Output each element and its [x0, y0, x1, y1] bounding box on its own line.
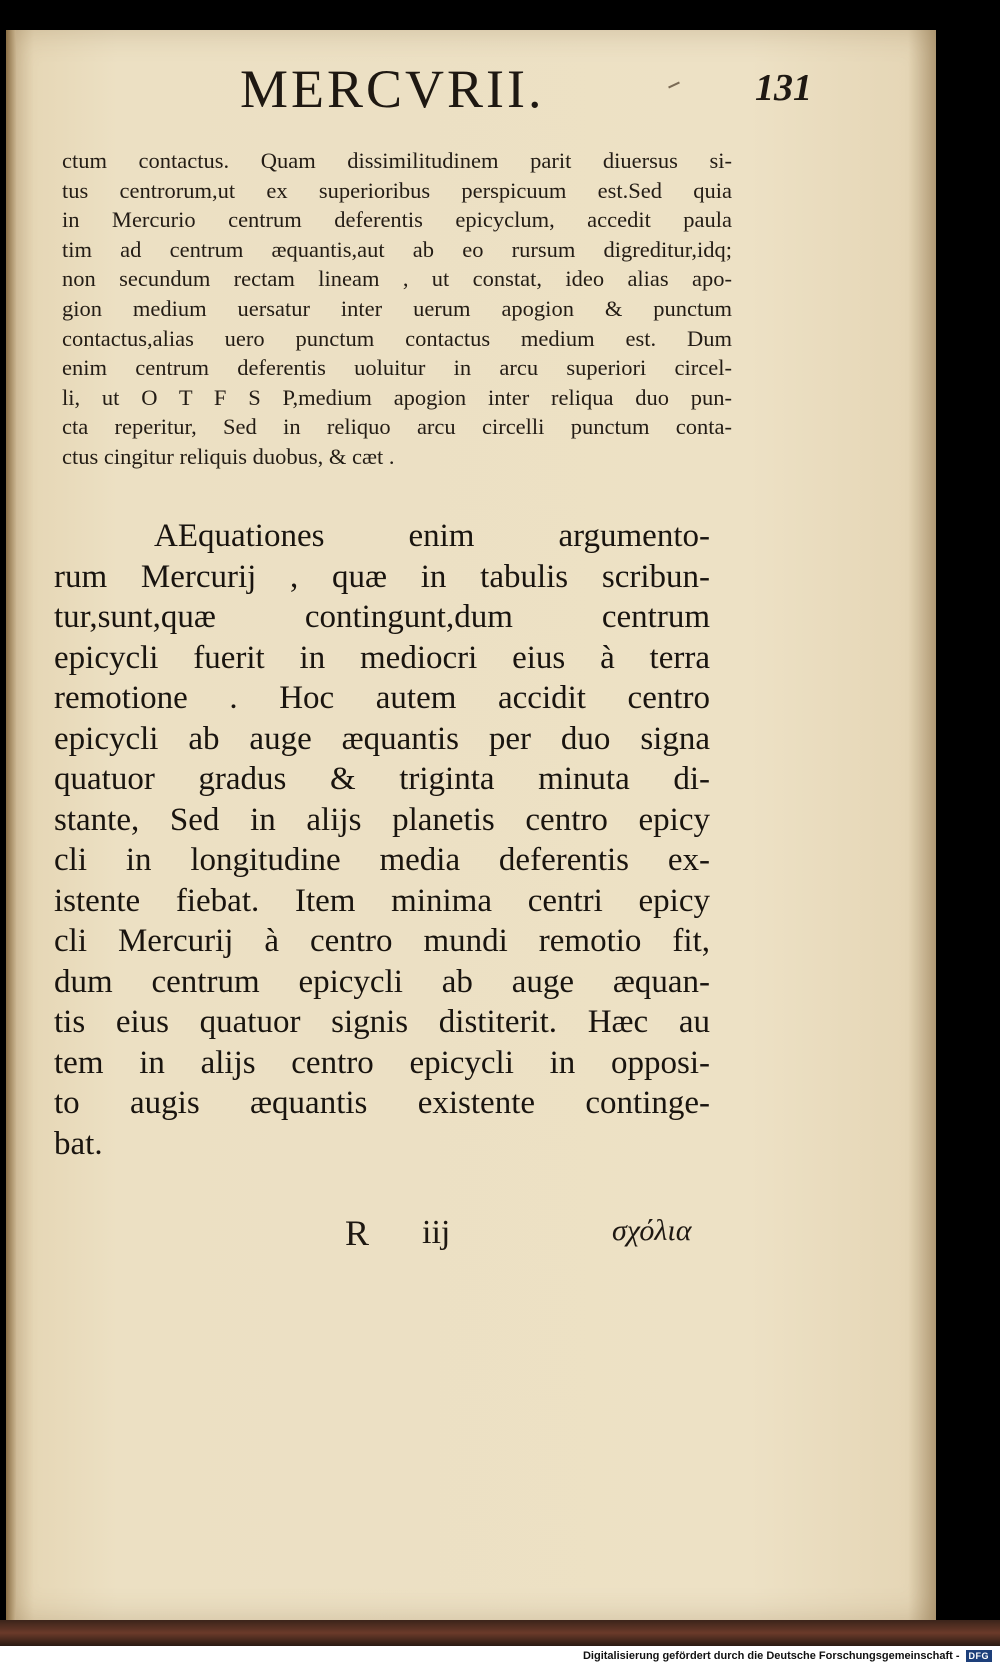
annotation-line: li, ut O T F S P,medium apogion inter reliqua duo pun-	[62, 384, 732, 410]
annotation-line: ctus cingitur reliquis duobus, & cæt .	[62, 443, 395, 469]
main-text-line: tur,sunt,quæ contingunt,dum centrum	[54, 599, 710, 635]
main-text-line: rum Mercurij , quæ in tabulis scribun-	[54, 558, 710, 595]
main-text-line: istente fiebat. Item minima centri epicy	[54, 882, 710, 919]
scan-bottom-edge	[0, 1620, 1000, 1646]
main-text-line: epicycli fuerit in mediocri eius à terra	[54, 639, 710, 676]
catchword: σχόλια	[612, 1214, 692, 1247]
annotation-line: tim ad centrum æquantis,aut ab eo rursum digreditur,idq;	[62, 236, 732, 262]
annotation-line: ctum contactus. Quam dissimilitudinem parit diuersus si-	[62, 148, 732, 173]
signature-number: iij	[422, 1214, 451, 1251]
main-text-line: tis eius quatuor signis distiterit. Hæc au	[54, 1004, 710, 1040]
page-number: 131	[755, 67, 812, 109]
main-text-line: AEquationes enim argumento-	[154, 518, 710, 554]
annotation-line: contactus,alias uero punctum contactus medium est. Dum	[62, 325, 732, 351]
main-text-line: cli Mercurij à centro mundi remotio fit,	[54, 923, 710, 959]
main-text-line: bat.	[54, 1125, 103, 1162]
main-text-line: dum centrum epicycli ab auge æquan-	[54, 963, 710, 1000]
annotation-line: in Mercurio centrum deferentis epicyclum, accedit paula	[62, 207, 732, 233]
dfg-logo[interactable]: DFG	[966, 1650, 993, 1662]
main-text-line: stante, Sed in alijs planetis centro epicy	[54, 801, 710, 838]
page-binding-edge	[6, 30, 16, 1620]
main-text-line: remotione . Hoc autem accidit centro	[54, 680, 710, 716]
main-text-line: epicycli ab auge æquantis per duo signa	[54, 720, 710, 757]
credit-text: Digitalisierung gefördert durch die Deutsche Forschungsgemeinschaft -	[582, 1650, 960, 1662]
main-text-line: to augis æquantis existente continge-	[54, 1085, 710, 1121]
main-text-line: cli in longitudine media deferentis ex-	[54, 842, 710, 878]
running-head: MERCVRII.	[240, 59, 545, 119]
credit-footer	[0, 1646, 1000, 1666]
annotation-line: gion medium uersatur inter uerum apogion & punctum	[62, 295, 732, 321]
main-text-line: tem in alijs centro epicycli in opposi-	[54, 1044, 710, 1081]
annotation-line: enim centrum deferentis uoluitur in arcu superiori circel-	[62, 355, 732, 381]
annotation-line: non secundum rectam lineam , ut constat, ideo alias apo-	[62, 266, 732, 292]
annotation-paragraph	[62, 146, 732, 472]
main-text-line: quatuor gradus & triginta minuta di-	[54, 761, 710, 797]
scan-background-top	[0, 0, 1000, 30]
annotation-line: tus centrorum,ut ex superioribus perspicuum est.Sed quia	[62, 177, 732, 203]
main-paragraph	[54, 516, 710, 1164]
signature-mark: R	[345, 1213, 370, 1253]
annotation-line: cta reperitur, Sed in reliquo arcu circelli punctum conta-	[62, 414, 732, 440]
